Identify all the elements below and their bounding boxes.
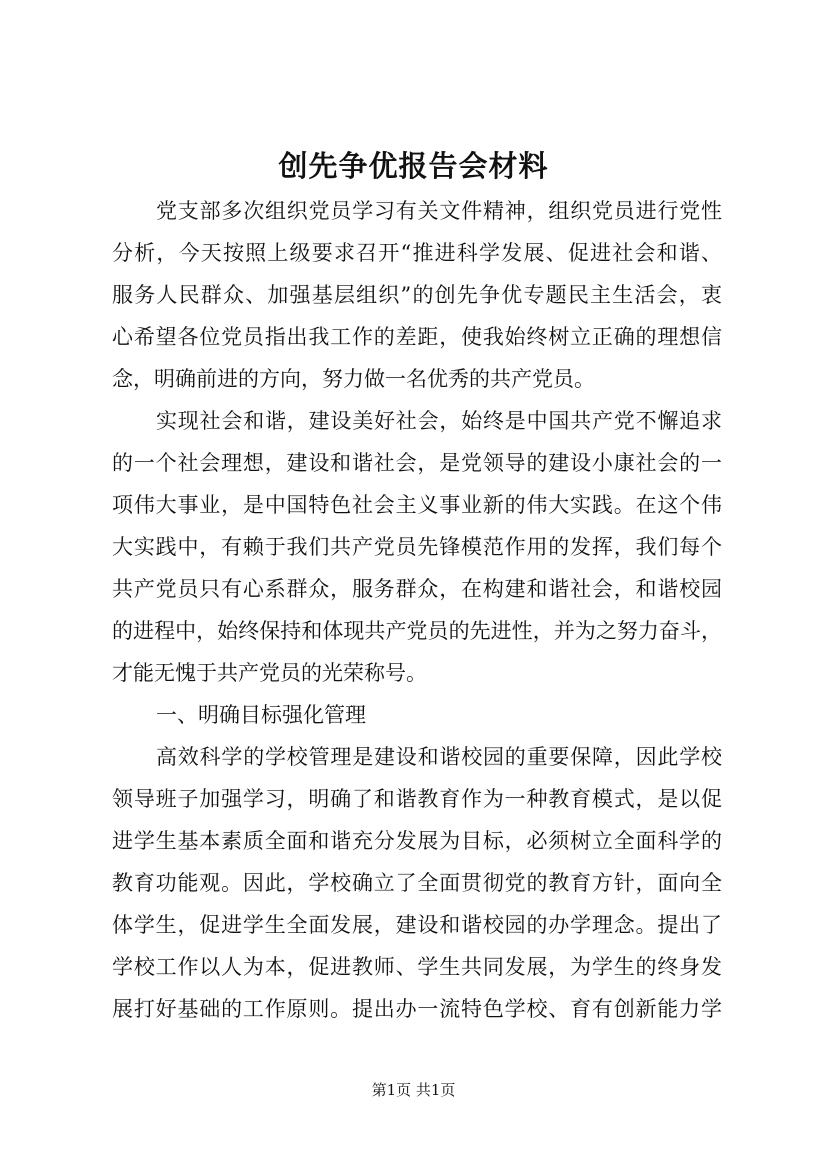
text-line: 的进程中，始终保持和体现共产党员的先进性，并为之努力奋斗， xyxy=(112,619,722,643)
page-number-footer: 第1页 共1页 xyxy=(371,1081,456,1099)
text-line: 的一个社会理想，建设和谐社会，是党领导的建设小康社会的一 xyxy=(112,451,722,475)
text-line: 高效科学的学校管理是建设和谐校园的重要保障，因此学校 xyxy=(156,745,722,769)
text-line: 展打好基础的工作原则。提出办一流特色学校、育有创新能力学 xyxy=(112,997,722,1021)
section-heading: 一、明确目标强化管理 xyxy=(156,703,366,727)
text-line: 共产党员只有心系群众，服务群众，在构建和谐社会，和谐校园 xyxy=(112,577,722,601)
text-line: 体学生，促进学生全面发展，建设和谐校园的办学理念。提出了 xyxy=(112,913,722,937)
text-line: 学校工作以人为本，促进教师、学生共同发展，为学生的终身发 xyxy=(112,955,722,979)
text-line: 实现社会和谐，建设美好社会，始终是中国共产党不懈追求 xyxy=(156,409,722,433)
text-line: 教育功能观。因此，学校确立了全面贯彻党的教育方针，面向全 xyxy=(112,871,722,895)
document-title: 创先争优报告会材料 xyxy=(278,149,549,183)
text-line: 念，明确前进的方向，努力做一名优秀的共产党员。 xyxy=(112,367,595,391)
text-line: 项伟大事业，是中国特色社会主义事业新的伟大实践。在这个伟 xyxy=(112,493,722,517)
text-line: 心希望各位党员指出我工作的差距，使我始终树立正确的理想信 xyxy=(112,325,722,349)
text-line: 大实践中，有赖于我们共产党员先锋模范作用的发挥，我们每个 xyxy=(112,535,722,559)
text-line: 服务人民群众、加强基层组织”的创先争优专题民主生活会，衷 xyxy=(112,283,722,307)
text-line: 领导班子加强学习，明确了和谐教育作为一种教育模式，是以促 xyxy=(112,787,722,811)
text-line: 才能无愧于共产党员的光荣称号。 xyxy=(112,661,427,685)
text-line: 进学生基本素质全面和谐充分发展为目标，必须树立全面科学的 xyxy=(112,829,722,853)
text-line: 党支部多次组织党员学习有关文件精神，组织党员进行党性 xyxy=(156,199,722,223)
text-line: 分析，今天按照上级要求召开“推进科学发展、促进社会和谐、 xyxy=(112,241,722,265)
